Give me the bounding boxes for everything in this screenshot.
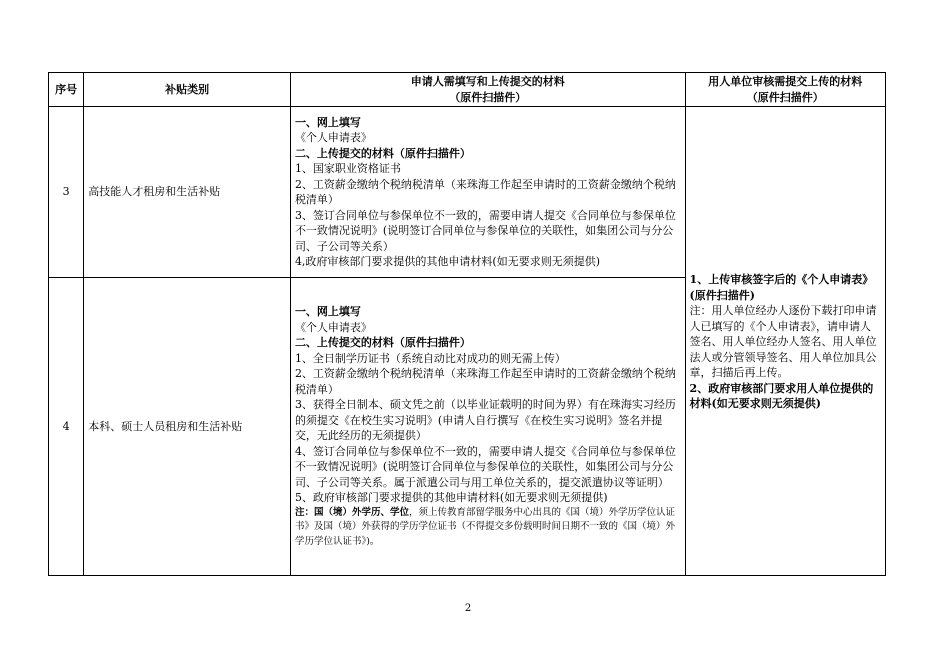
subsidy-materials-table xyxy=(48,72,886,576)
table-header-row xyxy=(49,73,886,107)
row-materials xyxy=(290,278,685,576)
header-index: 序号 xyxy=(49,73,84,107)
materials-line: 二、上传提交的材料（原件扫描件） xyxy=(294,146,471,160)
employer-item1-note: 注：用人单位经办人逐份下载打印申请人已填写的《个人申请表》，请申请人签名、用人单位经办人签名、用人单位法人或分管领导签名、用人单位加具公章，扫描后再上传。 xyxy=(689,304,877,380)
header-employer-materials xyxy=(685,73,885,107)
materials-line: 二、上传提交的材料（原件扫描件） xyxy=(294,336,471,349)
employer-item2-title: 2、政府审核部门要求用人单位提供的材料(如无要求则无须提供) xyxy=(689,381,874,411)
materials-line: 2、工资薪金缴纳个税纳税清单（来珠海工作起至申请时的工资薪金缴纳个税纳税清单） xyxy=(294,177,676,206)
header-applicant-line2: （原件扫描件） xyxy=(449,90,527,104)
materials-line: 1、国家职业资格证书 xyxy=(294,162,401,175)
materials-line: 3、获得全日制本、硕文凭之前（以毕业证载明的时间为界）有在珠海实习经历的须提交《在校生实习说明》(申请人自行撰写《在校生实习说明》签名并提交，无此经历的无须提供） xyxy=(294,398,676,442)
materials-line: 1、全日制学历证书（系统自动比对成功的则无需上传） xyxy=(294,351,566,365)
header-applicant-materials xyxy=(290,73,685,107)
row-category: 本科、硕士人员租房和生活补贴 xyxy=(84,278,291,576)
materials-line: 5、政府审核部门要求提供的其他申请材料(如无要求则无须提供) xyxy=(294,491,608,504)
materials-line: 4、签订合同单位与参保单位不一致的，需要申请人提交《合同单位与参保单位不一致情况说明》(说明签订合同单位与参保单位的关联性，如集团公司与分公司、子公司等关系。属于派遣公司与用工单位关系的，提交派遣协议等证明） xyxy=(294,444,676,489)
header-employer-line2: （原件扫描件） xyxy=(746,90,824,104)
row-index: 4 xyxy=(49,278,84,576)
row-materials xyxy=(290,107,685,278)
materials-line: 3、签订合同单位与参保单位不一致的，需要申请人提交《合同单位与参保单位不一致情况说明》(说明签订合同单位与参保单位的关联性，如集团公司与分公司、子公司等关系） xyxy=(294,208,676,253)
employer-materials-cell xyxy=(685,107,885,576)
header-applicant-line1: 申请人需填写和上传提交的材料 xyxy=(410,75,565,88)
header-category: 补贴类别 xyxy=(84,73,291,107)
row-category: 高技能人才租房和生活补贴 xyxy=(84,107,291,278)
materials-line: 一、网上填写 xyxy=(294,305,361,318)
materials-line: 一、网上填写 xyxy=(294,115,361,129)
employer-item1-title: 1、上传审核签字后的《个人申请表》(原件扫描件) xyxy=(689,273,874,302)
materials-line: 《个人申请表》 xyxy=(294,320,372,334)
table-row xyxy=(49,107,886,278)
note-bold-part: 注：国（境）外学历、学位 xyxy=(294,506,409,518)
note-rest: ，须上传教育部留学服务中心出具的《国（境）外学历学位认证书》及国（境）外获得的学历学位证书（不得提交多份载明时间日期不一致的《国（境）外学历学位认证书》)。 xyxy=(294,506,675,547)
header-employer-line1: 用人单位审核需提交上传的材料 xyxy=(708,75,863,88)
foreign-degree-note xyxy=(295,506,681,550)
materials-line: 2、工资薪金缴纳个税纳税清单（来珠海工作起至申请时的工资薪金缴纳个税纳税清单） xyxy=(294,367,676,396)
row-index: 3 xyxy=(49,107,84,278)
page-number: 2 xyxy=(464,603,472,614)
materials-line: 4,政府审核部门要求提供的其他申请材料(如无要求则无须提供) xyxy=(294,255,601,268)
materials-line: 《个人申请表》 xyxy=(294,131,372,144)
